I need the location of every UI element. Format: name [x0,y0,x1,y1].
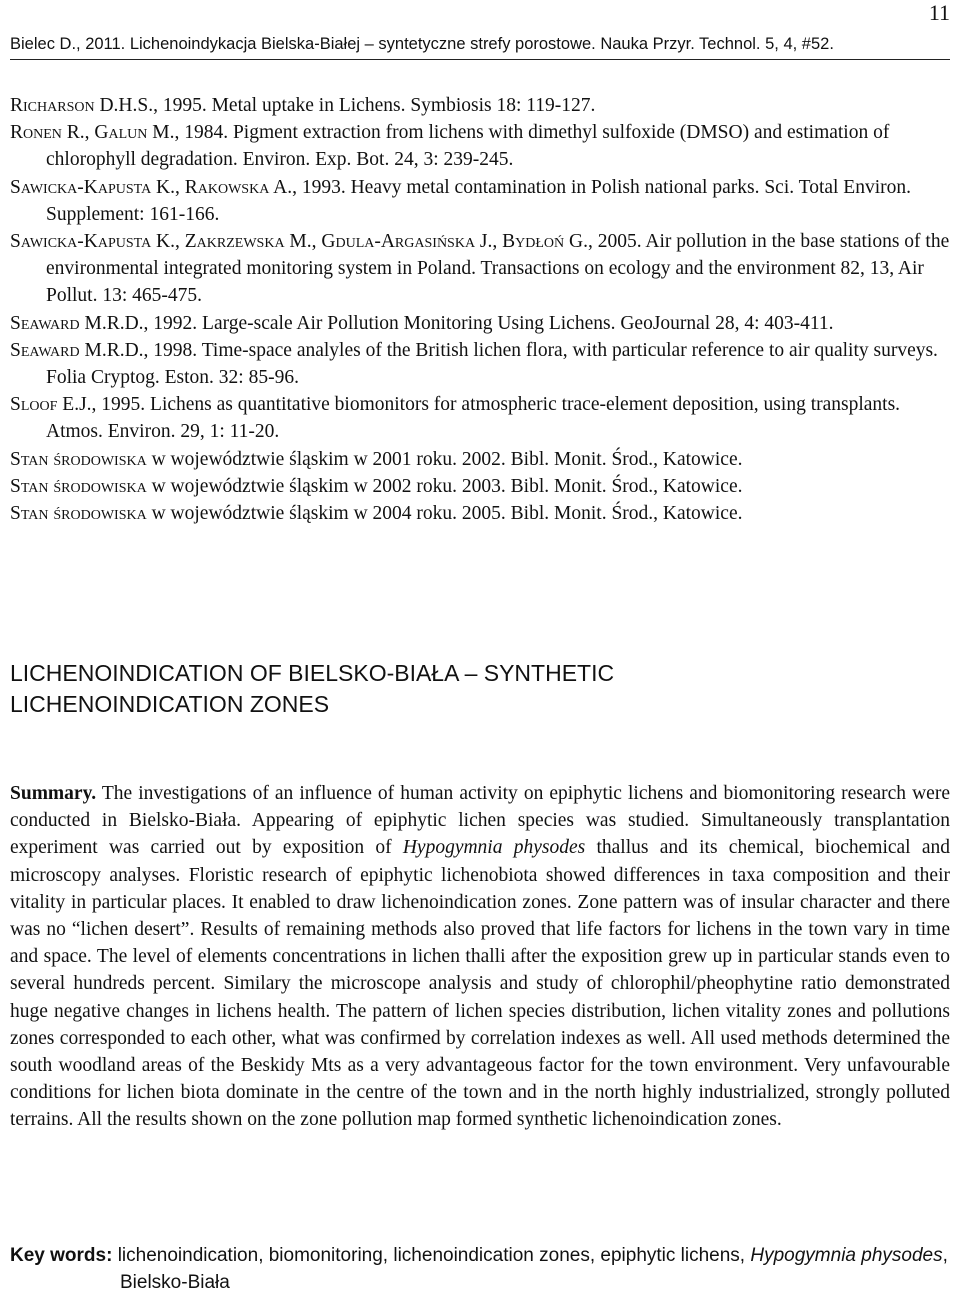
reference-authors: Richarson D.H.S. [10,95,154,116]
reference-item [10,174,955,228]
reference-list [10,92,955,527]
reference-item [10,228,955,310]
reference-details: , 2005. Air pollution in the base stations of the environmental integrated monitoring system in Poland. Transactions on ecology and the environment 82, 13, Air Pollut. 13: 465-475. [46,231,950,307]
reference-authors: Sawicka-Kapusta K., Zakrzewska M., Gdula-Argasińska J., Bydłoń G. [10,231,588,253]
keywords-label: Key words: [10,1245,113,1266]
reference-item [10,391,955,445]
summary-species-name: Hypogymnia physodes [402,837,586,859]
summary-text-2: thallus and its chemical, biochemical and microscopy analyses. Floristic research of epiphytic lichenobiota showed differences in taxa composition and their vitality in particular places. It enabled to draw lichenoindication zones. Zone pattern was of insular character and there was no “lichen desert”. Results of remaining methods also proved that life factors for lichens in the town vary in time and space. The level of elements concentrations in lichen thalli after the exposition grew up in particular stands even to several hundreds percent. Similary the microscope analysis and study of chlorophil/pheophytine ratio demonstrated huge negative changes in lichens health. The pattern of lichen species distribution, lichen vitality zones and pollutions zones corresponded to each other, what was confirmed by correlation indexes as well. All used methods determined the south woodland areas of the Beskidy Mts as a very advantageous factor for the town environment. Very unfavourable conditions for lichen biota dominate in the centre of the town and in the north highly industrialized, strongly polluted terrains. All the results shown on the zone pollution map formed synthetic lichenoindication zones. [10,837,950,1131]
reference-authors: Sawicka-Kapusta K., Rakowska A. [10,176,293,198]
english-title-line-2: LICHENOINDICATION ZONES [10,691,330,717]
reference-item [10,92,955,119]
keywords-paragraph [10,1242,950,1296]
running-header: Bielec D., 2011. Lichenoindykacja Bielska-Białej – syntetyczne strefy porostowe. Nauka Przyr. Technol. 5, 4, #52. [10,35,950,60]
reference-authors: Ronen R., Galun M. [10,122,175,144]
reference-authors: Sloof E.J. [10,394,92,416]
summary-paragraph [10,780,950,1134]
reference-authors: Seaward M.R.D. [10,312,144,334]
reference-authors: Seaward M.R.D. [10,339,144,361]
reference-details: w województwie śląskim w 2004 roku. 2005. Bibl. Monit. Środ., Katowice. [146,503,743,525]
english-title-line-1: LICHENOINDICATION OF BIELSKO-BIAŁA – SYNTHETIC [10,660,615,686]
keywords-text-2: , Bielsko-Biała [120,1245,948,1293]
reference-authors: Stan środowiska [10,448,147,470]
reference-details: , 1995. Metal uptake in Lichens. Symbiosis 18: 119-127. [153,95,596,116]
reference-details: , 1995. Lichens as quantitative biomonitors for atmospheric trace-element deposition, using transplants. Atmos. Environ. 29, 1: 11-20. [46,394,901,443]
reference-details: , 1993. Heavy metal contamination in Polish national parks. Sci. Total Environ. Supplement: 161-166. [46,176,912,225]
reference-item [10,337,955,391]
english-title [10,658,950,720]
reference-authors: Stan środowiska [10,503,147,525]
reference-item [10,310,955,337]
reference-details: w województwie śląskim w 2001 roku. 2002. Bibl. Monit. Środ., Katowice. [146,448,743,470]
page-number: 11 [928,0,950,25]
reference-details: , 1984. Pigment extraction from lichens with dimethyl sulfoxide (DMSO) and estimation of chlorophyll degradation. Environ. Exp. Bot. 24, 3: 239-245. [46,122,890,171]
reference-item [10,500,955,527]
reference-authors: Stan środowiska [10,475,147,497]
reference-item [10,446,955,473]
reference-item [10,473,955,500]
keywords-species-name: Hypogymnia physodes [750,1245,943,1266]
reference-details: , 1998. Time-space analyles of the British lichen flora, with particular reference to air quality surveys. Folia Cryptog. Eston. 32: 85-96. [46,339,938,389]
keywords-text-1: lichenoindication, biomonitoring, lichenoindication zones, epiphytic lichens, [112,1245,751,1266]
summary-text-1: The investigations of an influence of human activity on epiphytic lichens and biomonitoring research were conducted in Bielsko-Biała. Appearing of epiphytic lichen species was studied. Simultaneously transplantation experiment was carried out by exposition of [10,783,950,859]
reference-details: , 1992. Large-scale Air Pollution Monitoring Using Lichens. GeoJournal 28, 4: 403-411. [143,312,834,334]
reference-details: w województwie śląskim w 2002 roku. 2003. Bibl. Monit. Środ., Katowice. [146,475,743,497]
summary-label: Summary. [10,783,97,804]
reference-item [10,119,955,173]
